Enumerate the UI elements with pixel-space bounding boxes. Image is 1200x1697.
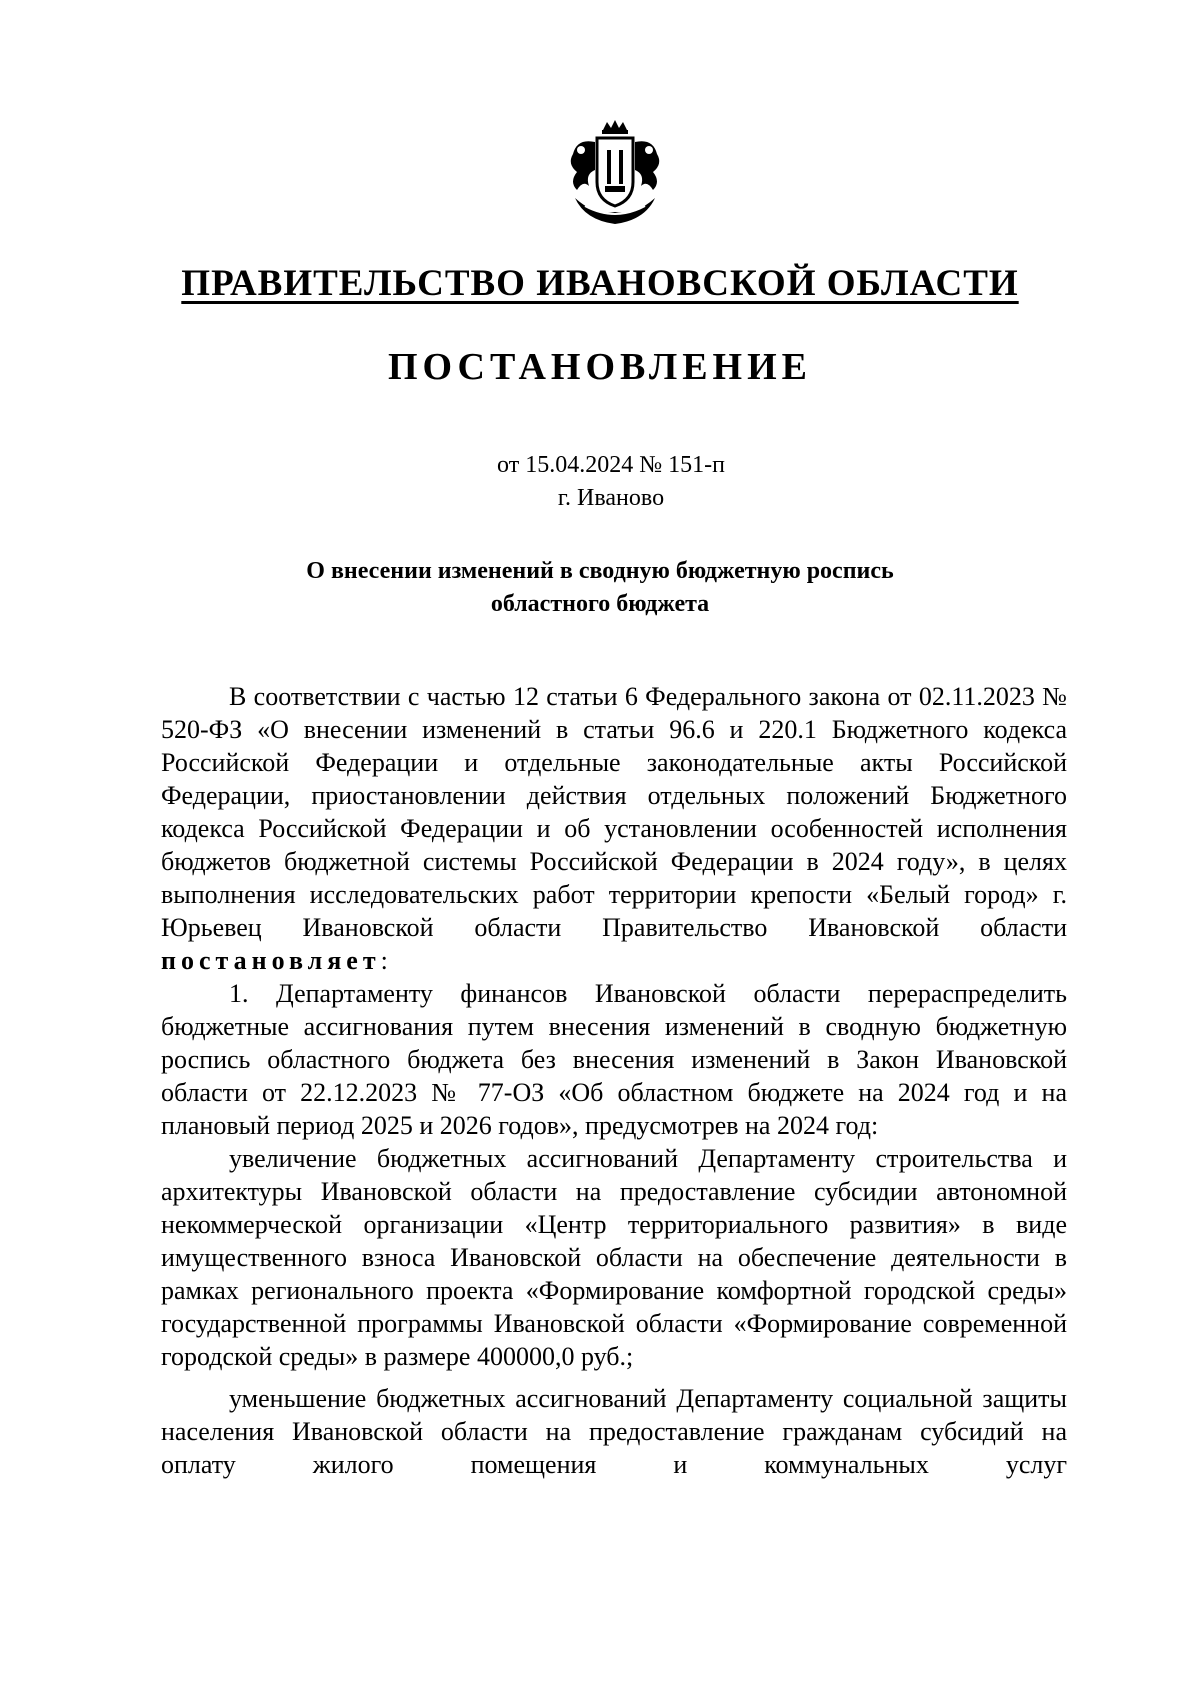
preamble-paragraph	[161, 680, 1067, 944]
subject-line-2: областного бюджета	[490, 591, 710, 617]
document-type: ПОСТАНОВЛЕНИЕ	[387, 346, 813, 388]
coat-of-arms-icon	[555, 120, 675, 230]
organization-title	[0, 262, 1200, 305]
decrease-paragraph: уменьшение бюджетных ассигнований Департаменту социальной защиты населения Ивановской области на предоставление гражданам субсидий на оплату жилого помещения и коммунальных услуг	[161, 1384, 1067, 1479]
resolves-line	[161, 944, 1067, 977]
organization-name: ПРАВИТЕЛЬСТВО ИВАНОВСКОЙ ОБЛАСТИ	[181, 263, 1019, 304]
preamble-text: В соответствии с частью 12 статьи 6 Федерального закона от 02.11.2023 № 520-ФЗ «О внесении изменений в статьи 96.6 и 220.1 Бюджетного кодекса Российской Федерации и отдельные законодательные акты Российской Федерации, приостановлении действия отдельных положений Бюджетного кодекса Российской Федерации и об установлении особенностей исполнения бюджетов бюджетной системы Российской Федерации в 2024 году», в целях выполнения исследовательских работ территории крепости «Белый город» г. Юрьевец Ивановской области Правительство Ивановской области	[161, 682, 1067, 942]
date-number: от 15.04.2024 № 151-п	[497, 452, 725, 478]
subject-line-1: О внесении изменений в сводную бюджетную роспись	[306, 558, 894, 584]
resolves-colon: :	[380, 946, 388, 975]
document-subject	[0, 555, 1200, 621]
city: г. Иваново	[557, 485, 665, 511]
increase-paragraph: увеличение бюджетных ассигнований Департаменту строительства и архитектуры Ивановской области на предоставление субсидии автономной некоммерческой организации «Центр территориального развития» в виде имущественного взноса Ивановской области на обеспечение деятельности в рамках регионального проекта «Формирование комфортной городской среды» государственной программы Ивановской области «Формирование современной городской среды» в размере 400000,0 руб.;	[161, 1144, 1067, 1371]
document-body	[161, 680, 1067, 1481]
resolves-word: постановляет	[161, 946, 381, 975]
item-1-paragraph: 1. Департаменту финансов Ивановской области перераспределить бюджетные ассигнования путем внесения изменений в сводную бюджетную роспись областного бюджета без внесения изменений в Закон Ивановской области от 22.12.2023 № 77-ОЗ «Об областном бюджете на 2024 год и на плановый период 2025 и 2026 годов», предусмотрев на 2024 год:	[161, 979, 1067, 1140]
document-meta	[0, 449, 1200, 515]
